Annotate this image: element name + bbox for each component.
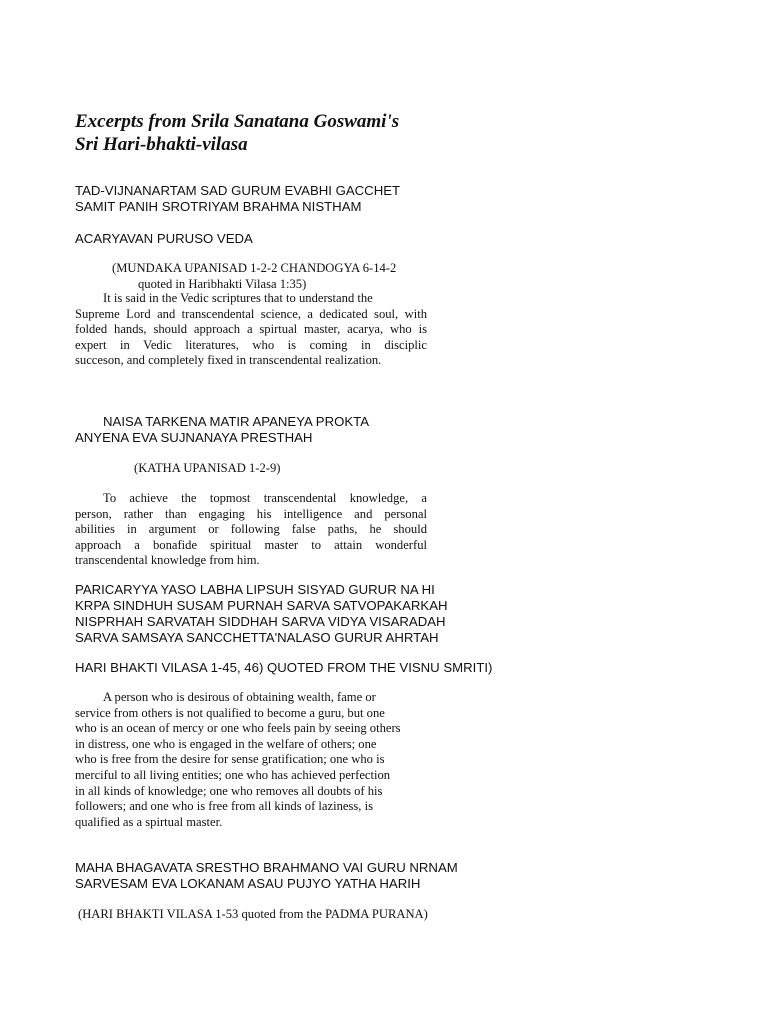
translation-paragraph-1: [75, 291, 427, 369]
paragraph-line: in distress, one who is engaged in the welfare of others; one: [75, 736, 377, 751]
paragraph-line: followers; and one who is free from all kinds of laziness, is: [75, 799, 373, 814]
paragraph-line: who is free from the desire for sense gratification; one who is: [75, 752, 385, 767]
citation-padma-purana: [78, 907, 428, 923]
citation-line: (MUNDAKA UPANISAD 1-2-2 CHANDOGYA 6-14-2: [112, 261, 397, 275]
verse-line: KRPA SINDHUH SUSAM PURNAH SARVA SATVOPAKARKAH: [75, 598, 448, 613]
paragraph-line: A person who is desirous of obtaining wealth, fame or: [103, 690, 376, 704]
translation-paragraph-3: [75, 690, 455, 830]
verse-line: SARVA SAMSAYA SANCCHETTA'NALASO GURUR AHRTAH: [75, 630, 439, 645]
sanskrit-verse-3: [75, 582, 448, 646]
sanskrit-verse-4: [75, 860, 458, 892]
citation-line: (KATHA UPANISAD 1-2-9): [134, 461, 281, 475]
paragraph-line: person, rather than engaging his intelligence and personal: [75, 506, 427, 521]
paragraph-line: transcendental knowledge from him.: [75, 553, 260, 568]
verse-line: MAHA BHAGAVATA SRESTHO BRAHMANO VAI GURU NRNAM: [75, 860, 458, 875]
title-line: Sri Hari-bhakti-vilasa: [75, 134, 248, 155]
citation-mundaka: [112, 261, 396, 292]
title-line: Excerpts from Srila Sanatana Goswami's: [75, 111, 400, 132]
citation-line: quoted in Haribhakti Vilasa 1:35): [138, 276, 307, 291]
paragraph-line: Supreme Lord and transcendental science, a dedicated soul, with: [75, 306, 427, 321]
citation-line: (HARI BHAKTI VILASA 1-53 quoted from the PADMA PURANA): [78, 907, 428, 921]
paragraph-line: It is said in the Vedic scriptures that to understand the: [103, 291, 373, 305]
citation-line: HARI BHAKTI VILASA 1-45, 46) QUOTED FROM THE VISNU SMRITI): [75, 660, 493, 675]
verse-line: TAD-VIJNANARTAM SAD GURUM EVABHI GACCHET: [75, 183, 401, 198]
paragraph-line: approach a bonafide spiritual master to attain wonderful: [75, 537, 427, 552]
verse-line: NAISA TARKENA MATIR APANEYA PROKTA: [103, 414, 370, 429]
verse-line: ACARYAVAN PURUSO VEDA: [75, 231, 253, 246]
paragraph-line: service from others is not qualified to become a guru, but one: [75, 705, 385, 720]
verse-line: SARVESAM EVA LOKANAM ASAU PUJYO YATHA HARIH: [75, 876, 421, 891]
sanskrit-verse-1b: [75, 231, 253, 247]
verse-line: SAMIT PANIH SROTRIYAM BRAHMA NISTHAM: [75, 199, 362, 214]
verse-line: PARICARYYA YASO LABHA LIPSUH SISYAD GURUR NA HI: [75, 582, 435, 597]
paragraph-line: To achieve the topmost transcendental knowledge, a: [103, 491, 427, 505]
citation-katha: [134, 461, 280, 477]
paragraph-line: merciful to all living entities; one who has achieved perfection: [75, 767, 391, 782]
paragraph-line: in all kinds of knowledge; one who removes all doubts of his: [75, 783, 383, 798]
verse-line: NISPRHAH SARVATAH SIDDHAH SARVA VIDYA VISARADAH: [75, 614, 446, 629]
sanskrit-verse-1: [75, 183, 400, 215]
paragraph-line: who is an ocean of mercy or one who feels pain by seeing others: [75, 721, 401, 736]
translation-paragraph-2: [75, 491, 427, 569]
paragraph-line: qualified as a spirtual master.: [75, 814, 223, 829]
paragraph-line: abilities in argument or following false paths, he should: [75, 522, 427, 537]
citation-visnu-smriti: [75, 660, 492, 676]
paragraph-line: expert in Vedic literatures, who is coming in disciplic: [75, 337, 427, 352]
paragraph-line: succeson, and completely fixed in transcendental realization.: [75, 353, 382, 368]
document-title: [75, 110, 399, 156]
verse-line: ANYENA EVA SUJNANAYA PRESTHAH: [75, 430, 313, 445]
sanskrit-verse-2: [75, 414, 369, 446]
paragraph-line: folded hands, should approach a spirtual master, acarya, who is: [75, 322, 427, 337]
